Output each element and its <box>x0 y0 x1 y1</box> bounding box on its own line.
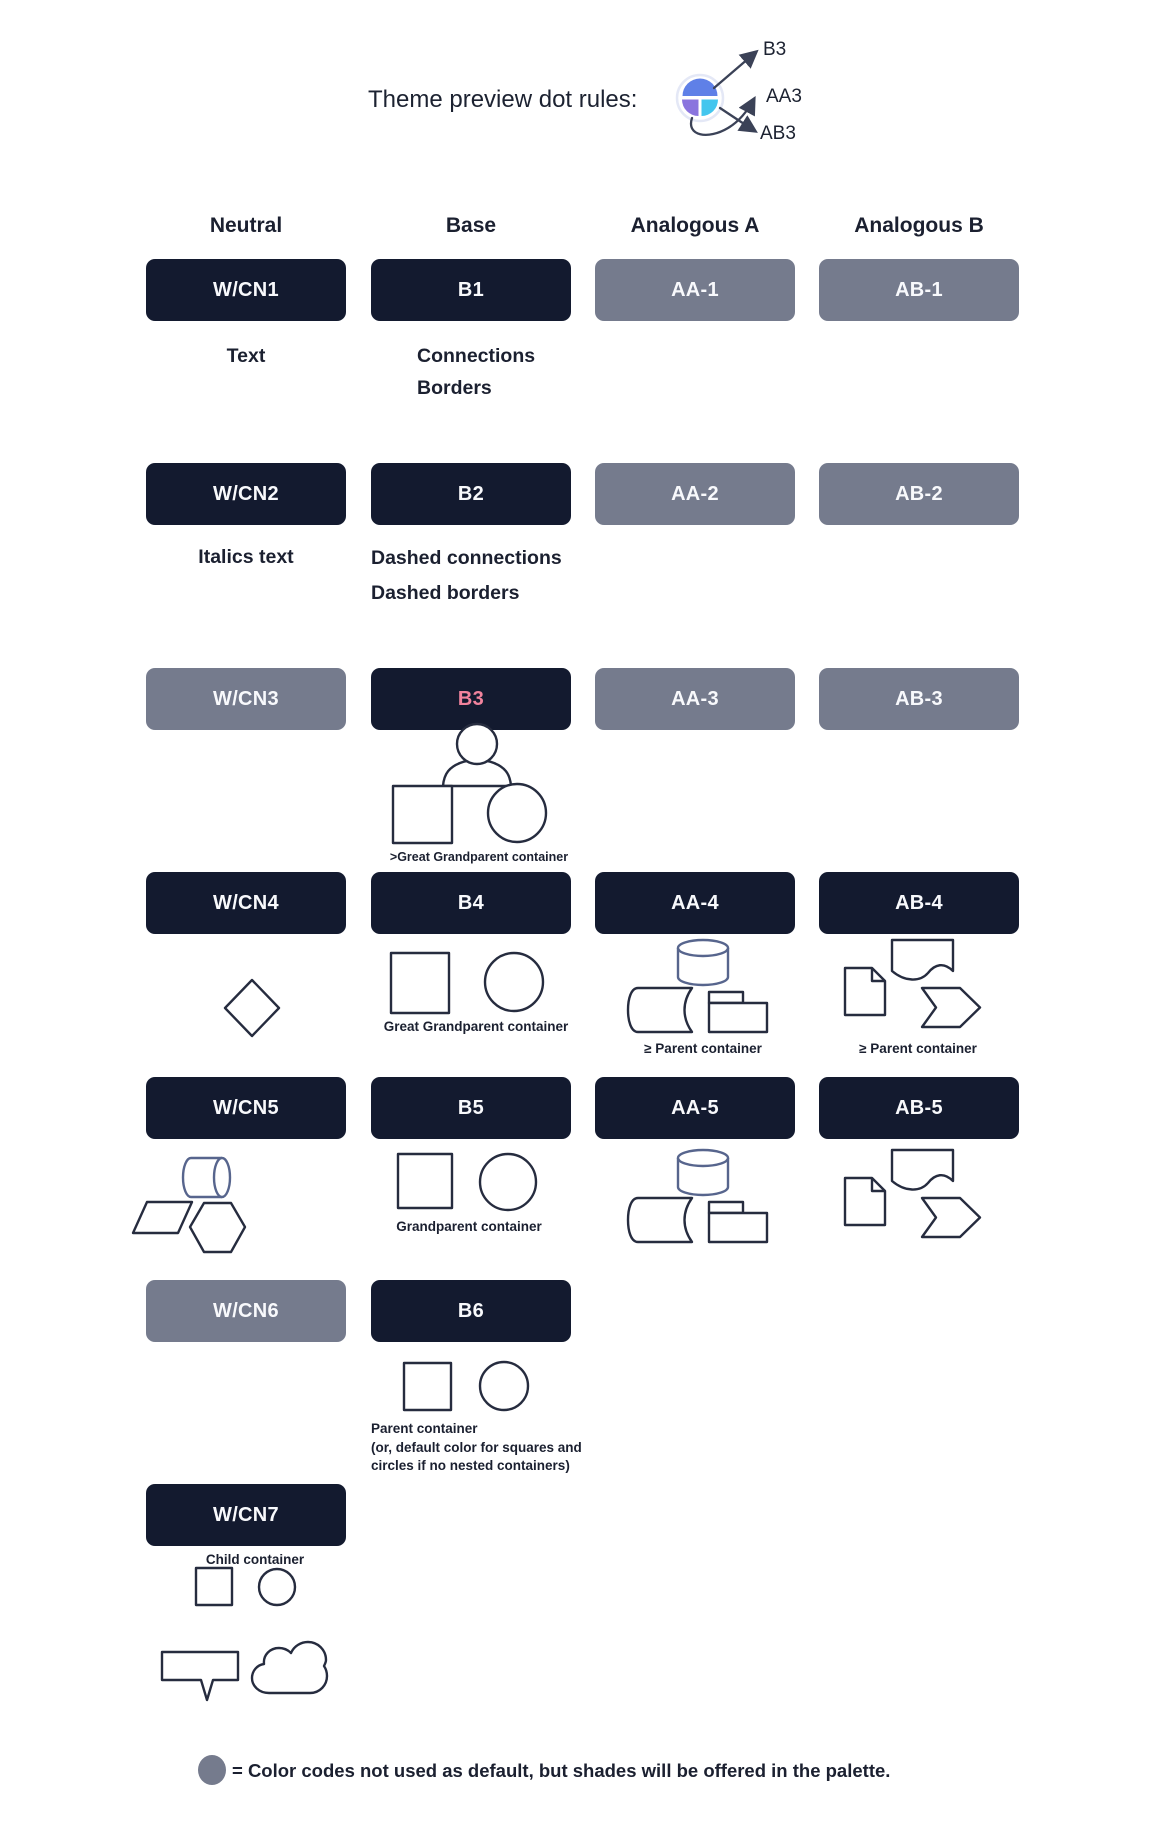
caption-b5: Grandparent container <box>396 1219 542 1234</box>
speech-bubble-shape <box>162 1652 238 1700</box>
caption-wcn7: Child container <box>205 1552 305 1567</box>
wave-document-shape <box>892 1150 953 1190</box>
cylinder-storeddata-folder-icon <box>620 936 780 1036</box>
swatch-wcn3: W/CN3 <box>146 668 346 730</box>
circle-shape <box>485 953 543 1011</box>
swatch-b2: B2 <box>371 463 571 525</box>
dot-rule-label-ab3: AB3 <box>760 123 796 144</box>
square-circle-icon <box>371 1356 541 1416</box>
dot-rule-label-b3: B3 <box>763 39 787 60</box>
swatch-aa1: AA-1 <box>595 259 795 321</box>
note-text: Text <box>226 345 266 367</box>
diamond-shape <box>225 980 279 1036</box>
hexagon-shape <box>190 1203 245 1252</box>
column-header-analogous-a: Analogous A <box>630 214 760 237</box>
swatch-aa5: AA-5 <box>595 1077 795 1139</box>
square-shape <box>393 786 452 843</box>
wave-document-shape <box>892 940 953 980</box>
swatch-b6: B6 <box>371 1280 571 1342</box>
stored-data-shape <box>628 988 692 1032</box>
swatch-b3: B3 <box>371 668 571 730</box>
swatch-ab4: AB-4 <box>819 872 1019 934</box>
swatch-wcn1: W/CN1 <box>146 259 346 321</box>
page-title: Theme preview dot rules: <box>368 86 638 113</box>
arrow-to-b3 <box>714 52 756 88</box>
column-header-neutral: Neutral <box>209 214 283 237</box>
column-header-base: Base <box>445 214 497 237</box>
swatch-ab2: AB-2 <box>819 463 1019 525</box>
speech-bubble-cloud-icon <box>150 1636 340 1706</box>
chevron-shape <box>922 988 980 1027</box>
circle-shape <box>259 1569 295 1605</box>
legend-text: = Color codes not used as default, but shades will be offered in the palette. <box>232 1760 891 1781</box>
person-square-circle-icon <box>380 712 560 846</box>
swatch-wcn2: W/CN2 <box>146 463 346 525</box>
column-header-analogous-b: Analogous B <box>854 214 984 237</box>
square-shape <box>404 1363 451 1410</box>
cylinder-top-shape <box>678 1150 728 1166</box>
circle-shape <box>488 784 546 842</box>
tabbed-rect-shape <box>709 1213 767 1242</box>
note-dashed: Dashed connections Dashed borders <box>371 547 562 604</box>
cylinder-parallelogram-hexagon-icon <box>130 1150 260 1260</box>
arrow-to-ab3 <box>720 108 755 131</box>
square-circle-icon <box>371 945 551 1015</box>
swatch-wcn5: W/CN5 <box>146 1077 346 1139</box>
swatch-ab3: AB-3 <box>819 668 1019 730</box>
swatch-aa4: AA-4 <box>595 872 795 934</box>
diamond-icon <box>222 978 282 1038</box>
swatch-wcn7: W/CN7 <box>146 1484 346 1546</box>
folded-note-shape <box>845 968 885 1015</box>
square-shape <box>398 1154 452 1208</box>
caption-b6: Parent container (or, default color for squares and circles if no nested containers) <box>371 1421 582 1473</box>
circle-shape <box>480 1362 528 1410</box>
square-shape <box>196 1568 232 1605</box>
cylinder-top-shape <box>678 940 728 956</box>
swatch-wcn4: W/CN4 <box>146 872 346 934</box>
note-connections: Connections Borders <box>417 345 536 399</box>
swatch-wcn6: W/CN6 <box>146 1280 346 1342</box>
circle-shape <box>480 1154 536 1210</box>
tabbed-rect-shape <box>709 1003 767 1032</box>
caption-b4: Great Grandparent container <box>383 1019 569 1034</box>
legend-dot-icon <box>198 1755 226 1785</box>
cloud-shape <box>252 1642 327 1693</box>
parallelogram-shape <box>133 1202 192 1233</box>
caption-b3: >Great Grandparent container <box>389 850 569 864</box>
note-italics-text: Italics text <box>198 546 294 568</box>
swatch-b1: B1 <box>371 259 571 321</box>
cylinder-storeddata-folder-icon <box>620 1146 780 1246</box>
swatch-aa3: AA-3 <box>595 668 795 730</box>
swatch-b4: B4 <box>371 872 571 934</box>
dot-rule-label-aa3: AA3 <box>766 86 802 107</box>
square-shape <box>391 953 449 1013</box>
tab-shape <box>709 992 743 1003</box>
swatch-aa2: AA-2 <box>595 463 795 525</box>
swatch-b5: B5 <box>371 1077 571 1139</box>
person-head-shape <box>457 724 497 764</box>
square-circle-icon <box>371 1148 551 1214</box>
tab-shape <box>709 1202 743 1213</box>
note-document-chevron-icon <box>830 936 990 1031</box>
caption-aa4: ≥ Parent container <box>644 1041 762 1056</box>
caption-ab4: ≥ Parent container <box>859 1041 977 1056</box>
swatch-ab5: AB-5 <box>819 1077 1019 1139</box>
folded-note-shape <box>845 1178 885 1225</box>
h-cylinder-end-shape <box>214 1158 230 1197</box>
square-circle-icon <box>178 1566 318 1610</box>
chevron-shape <box>922 1198 980 1237</box>
swatch-ab1: AB-1 <box>819 259 1019 321</box>
note-document-chevron-icon <box>830 1146 990 1241</box>
stored-data-shape <box>628 1198 692 1242</box>
